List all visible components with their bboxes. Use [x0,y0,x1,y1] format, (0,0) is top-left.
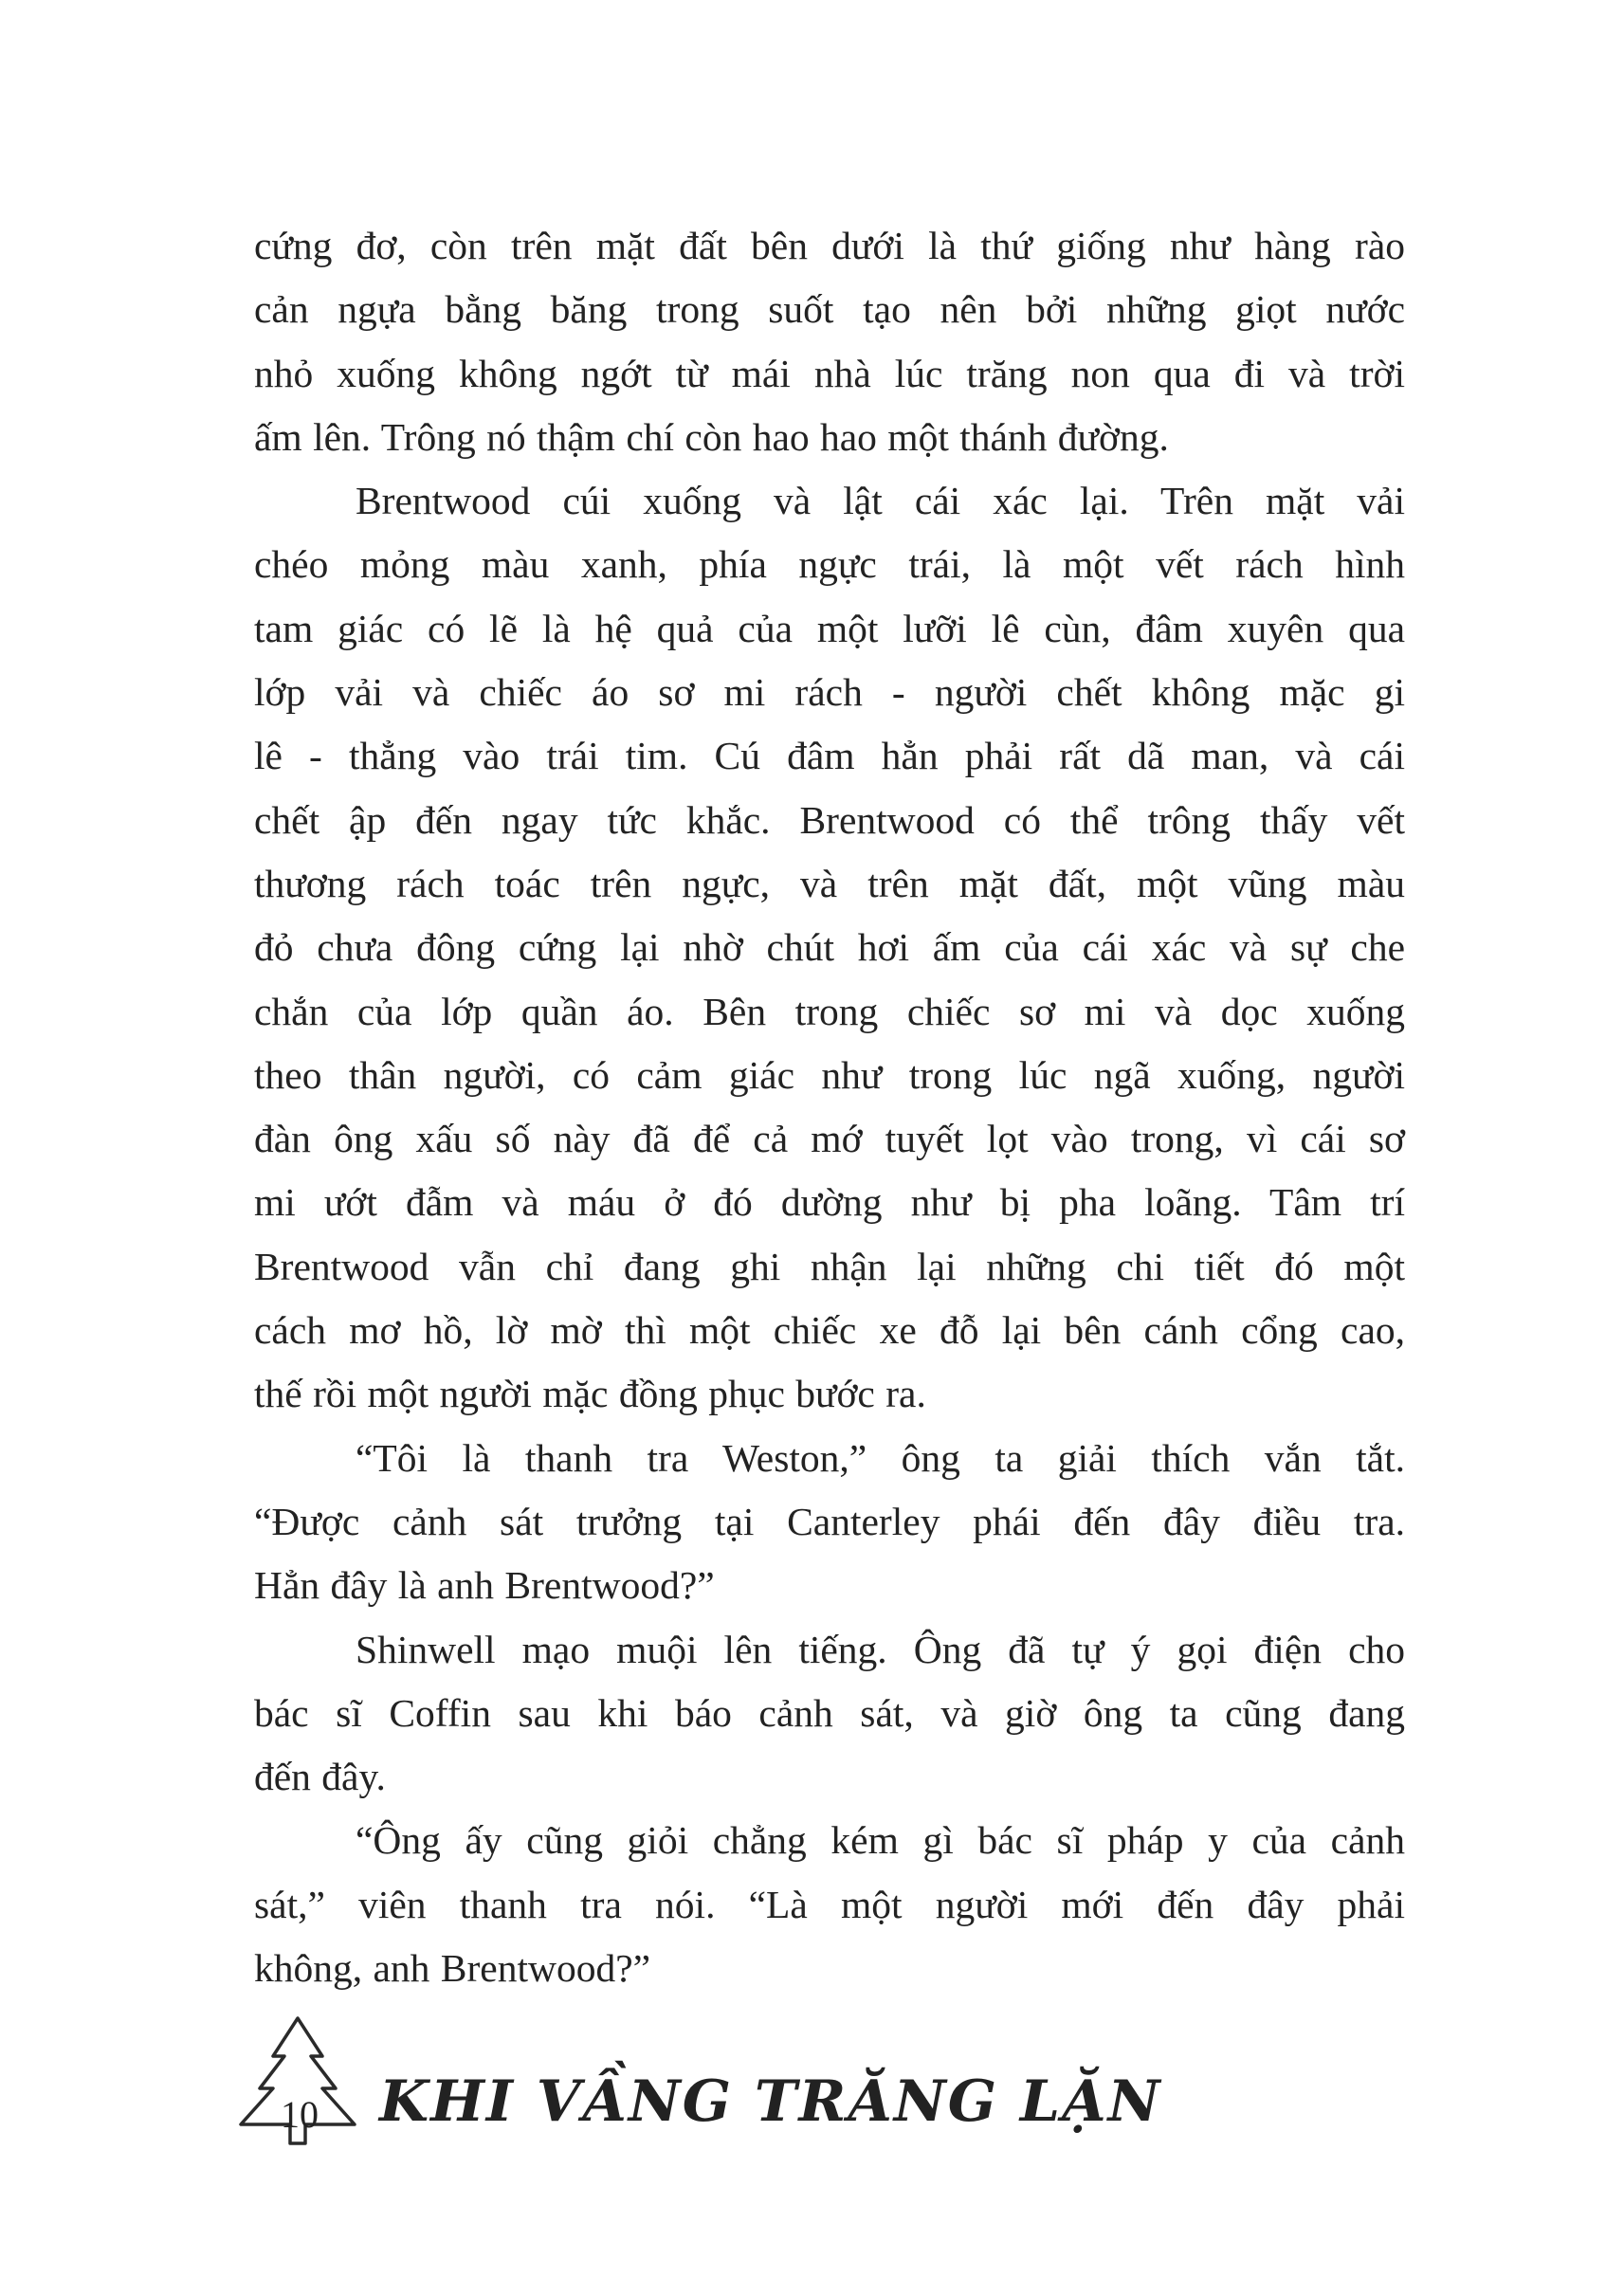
text-line: Hẳn đây là anh Brentwood?” [254,1563,715,1608]
text-line: chắn của lớp quần áo. Bên trong chiếc sơ mi và dọc xuống [254,989,1405,1033]
text-line: đàn ông xấu số này đã để cả mớ tuyết lọt vào trong, vì cái sơ [254,1117,1405,1161]
book-title: KHI VẦNG TRĂNG LẶN [379,2068,1162,2135]
page-number: 10 [281,2093,319,2136]
text-line: tam giác có lẽ là hệ quả của một lưỡi lê cùn, đâm xuyên qua [254,606,1405,650]
text-line: đến đây. [254,1755,386,1799]
text-line: bác sĩ Coffin sau khi báo cảnh sát, và giờ ông ta cũng đang [254,1690,1405,1735]
text-line: thương rách toác trên ngực, và trên mặt đất, một vũng màu [254,861,1405,905]
text-line: lớp vải và chiếc áo sơ mi rách - người chết không mặc gi [254,670,1405,715]
text-line: thế rồi một người mặc đồng phục bước ra. [254,1372,926,1416]
text-line: ấm lên. Trông nó thậm chí còn hao hao một thánh đường. [254,414,1169,459]
text-line: nhỏ xuống không ngớt từ mái nhà lúc trăng non qua đi và trời [254,351,1405,395]
text-line: mi ướt đẫm và máu ở đó dường như bị pha loãng. Tâm trí [254,1180,1405,1225]
text-line: chết ập đến ngay tức khắc. Brentwood có thể trông thấy vết [254,797,1405,842]
text-line: theo thân người, có cảm giác như trong lúc ngã xuống, người [254,1052,1405,1097]
text-line: “Tôi là thanh tra Weston,” ông ta giải thích vắn tắt. [356,1435,1405,1480]
text-line: cứng đơ, còn trên mặt đất bên dưới là thứ giống như hàng rào [254,224,1405,267]
text-line: đỏ chưa đông cứng lại nhờ chút hơi ấm của cái xác và sự che [254,925,1405,970]
text-line: Brentwood cúi xuống và lật cái xác lại. Trên mặt vải [356,479,1405,523]
text-line: cách mơ hồ, lờ mờ thì một chiếc xe đỗ lại bên cánh cổng cao, [254,1308,1405,1353]
text-line: “Được cảnh sát trưởng tại Canterley phái đến đây điều tra. [254,1499,1405,1543]
text-line: “Ông ấy cũng giỏi chẳng kém gì bác sĩ pháp y của cảnh [356,1818,1405,1863]
paragraph-3 [254,1427,1405,1618]
page-footer [235,2014,1162,2147]
text-line: sát,” viên thanh tra nói. “Là một người mới đến đây phải [254,1882,1405,1926]
page-body [254,214,1405,2000]
text-line: cản ngựa bằng băng trong suốt tạo nên bởi những giọt nước [254,287,1405,332]
text-line: không, anh Brentwood?” [254,1946,651,1991]
text-line: Brentwood vẫn chỉ đang ghi nhận lại những chi tiết đó một [254,1244,1405,1288]
paragraph-4 [254,1618,1405,1810]
paragraph-1 [254,214,1405,469]
text-line: Shinwell mạo muội lên tiếng. Ông đã tự ý gọi điện cho [356,1627,1405,1671]
paragraph-2 [254,469,1405,1426]
paragraph-5 [254,1809,1405,2000]
text-line: chéo mỏng màu xanh, phía ngực trái, là một vết rách hình [254,542,1405,587]
text-line: lê - thẳng vào trái tim. Cú đâm hẳn phải rất dã man, và cái [254,734,1405,778]
